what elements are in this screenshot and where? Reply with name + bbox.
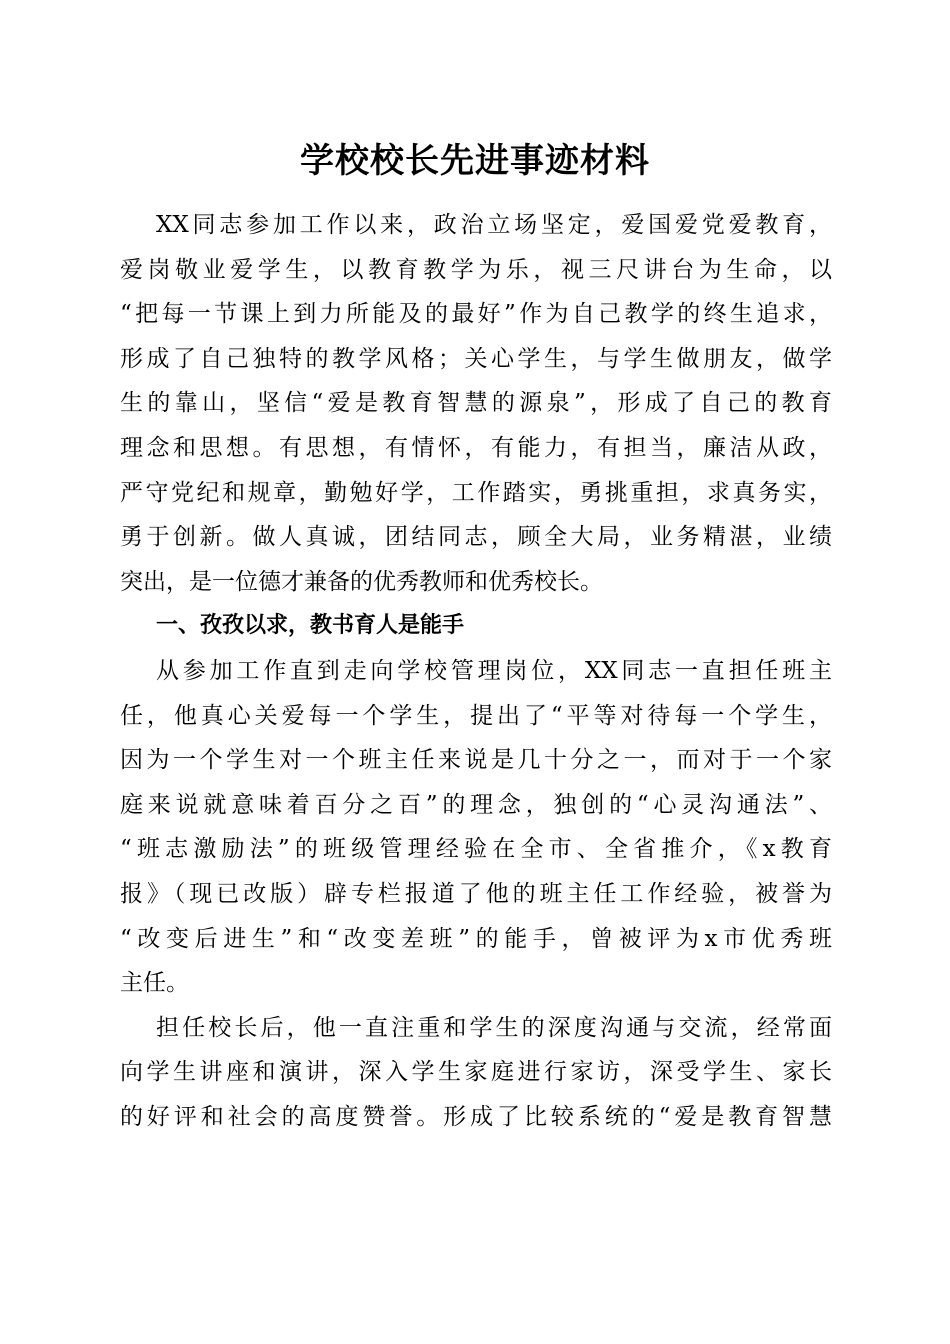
paragraph-2-line: 因为一个学生对一个班主任来说是几十分之一，而对于一个家 <box>120 747 832 774</box>
paragraph-1-line: 严守党纪和规章，勤勉好学，工作踏实，勇挑重担，求真务实， <box>120 479 832 506</box>
paragraph-1-line: 突出，是一位德才兼备的优秀教师和优秀校长。 <box>120 568 603 595</box>
document-title: 学校校长先进事迹材料 <box>300 141 650 181</box>
paragraph-3-line: 担任校长后，他一直注重和学生的深度沟通与交流，经常面 <box>156 1014 832 1041</box>
paragraph-1-line: 爱岗敬业爱学生，以教育教学为乐，视三尺讲台为生命，以 <box>120 256 832 283</box>
paragraph-2-line: “改变后进生”和“改变差班”的能手，曾被评为x市优秀班 <box>120 925 832 952</box>
section-heading: 一、孜孜以求，教书育人是能手 <box>156 613 465 639</box>
paragraph-1-line: XX同志参加工作以来，政治立场坚定，爱国爱党爱教育， <box>156 212 832 238</box>
paragraph-1-line: “把每一节课上到力所能及的最好”作为自己教学的终生追求， <box>120 301 832 328</box>
paragraph-2-line: 从参加工作直到走向学校管理岗位，XX同志一直担任班主 <box>156 657 832 684</box>
paragraph-3-line: 的好评和社会的高度赞誉。形成了比较系统的“爱是教育智慧 <box>120 1103 832 1130</box>
paragraph-2-line: 任，他真心关爱每一个学生，提出了“平等对待每一个学生， <box>120 702 832 729</box>
paragraph-1-line: 理念和思想。有思想，有情怀，有能力，有担当，廉洁从政， <box>120 434 832 461</box>
paragraph-3-line: 向学生讲座和演讲，深入学生家庭进行家访，深受学生、家长 <box>120 1059 832 1086</box>
paragraph-1-line: 生的靠山，坚信“爱是教育智慧的源泉”，形成了自己的教育 <box>120 390 832 417</box>
paragraph-2-line: 报》（现已改版）辟专栏报道了他的班主任工作经验，被誉为 <box>120 880 832 907</box>
paragraph-1-line: 形成了自己独特的教学风格；关心学生，与学生做朋友，做学 <box>120 345 832 372</box>
paragraph-2-line: 庭来说就意味着百分之百”的理念，独创的“心灵沟通法”、 <box>120 791 832 818</box>
paragraph-1-line: 勇于创新。做人真诚，团结同志，顾全大局，业务精湛，业绩 <box>120 524 832 551</box>
document-body <box>120 203 832 1139</box>
paragraph-2-line: 主任。 <box>120 970 189 997</box>
paragraph-2-line: “班志激励法”的班级管理经验在全市、全省推介，《x教育 <box>120 836 832 863</box>
